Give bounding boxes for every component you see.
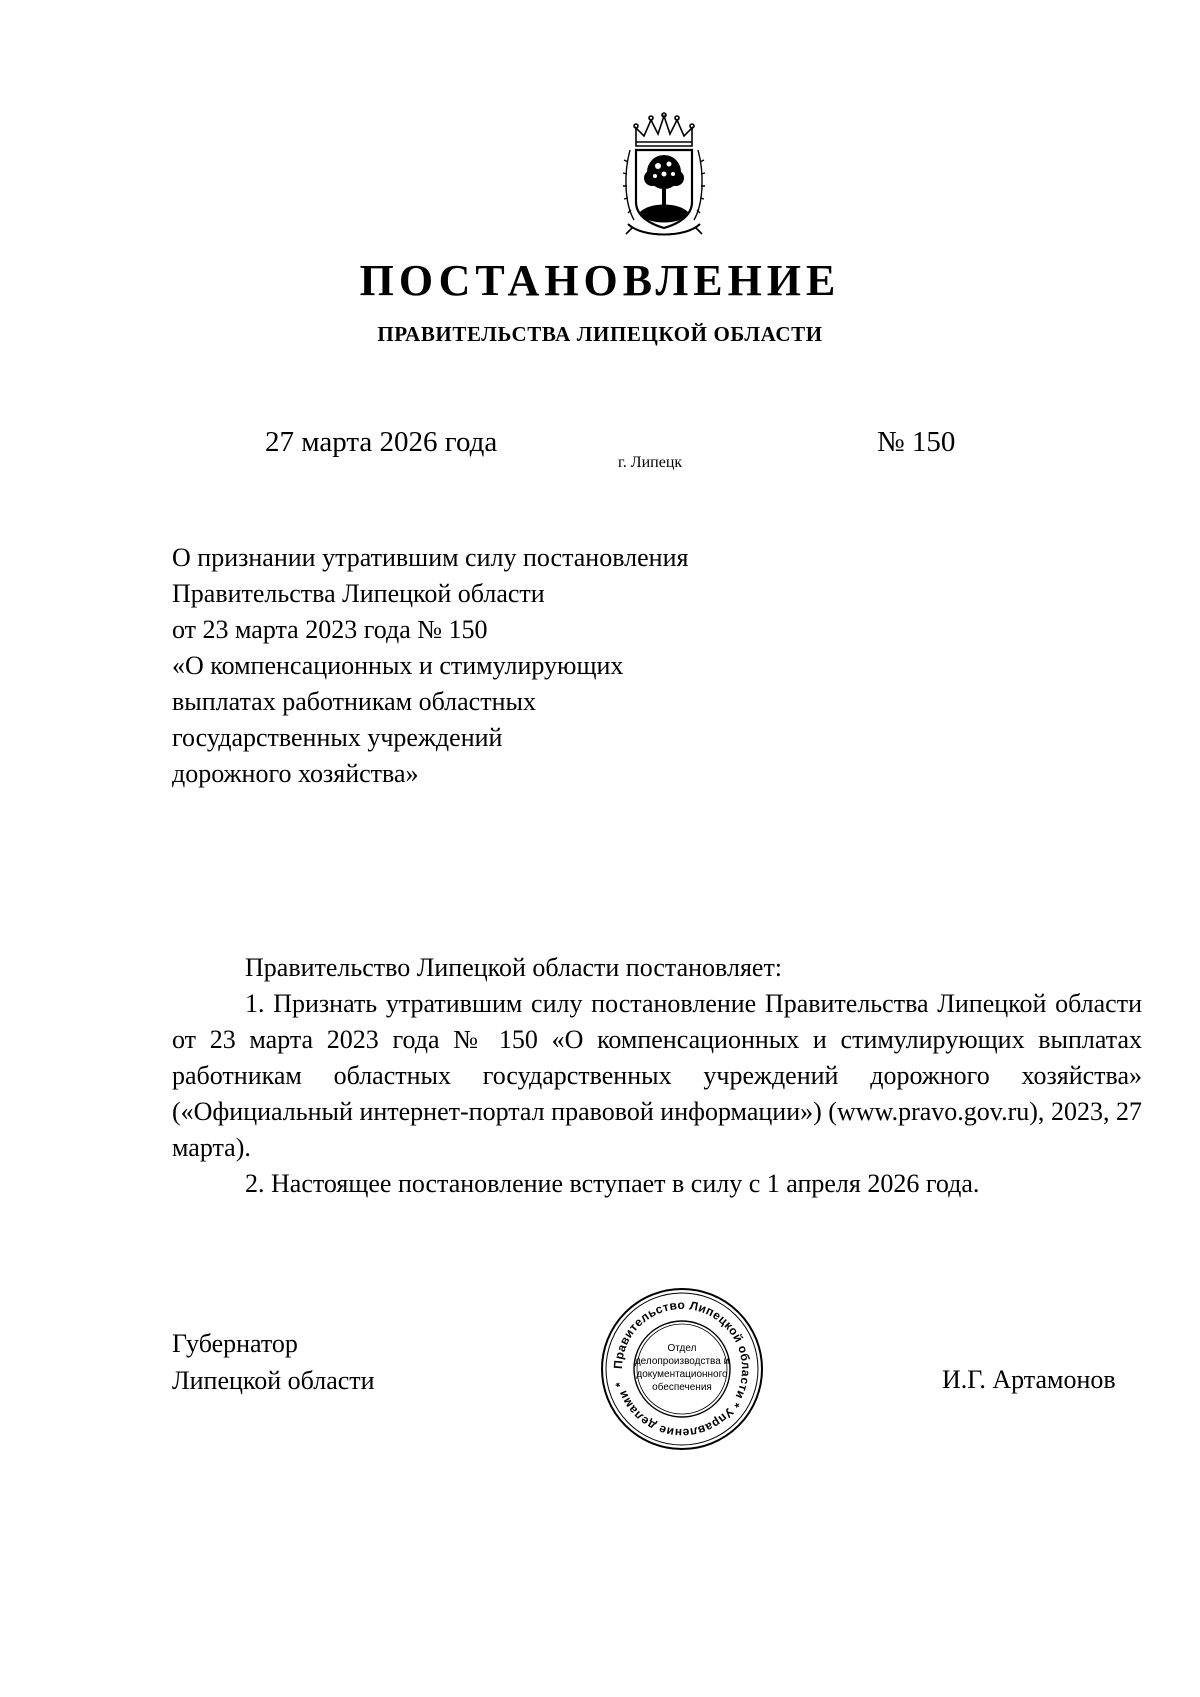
subject-line: Правительства Липецкой области: [172, 579, 545, 608]
seal-outer-text: Правительство Липецкой области * Управление делами *: [610, 1297, 754, 1441]
subject-line: «О компенсационных и стимулирующих: [172, 651, 624, 680]
document-title: ПОСТАНОВЛЕНИЕ: [359, 256, 841, 305]
signer-position: [172, 1325, 375, 1399]
subject-line: от 23 марта 2023 года № 150: [172, 615, 488, 644]
subject-line: дорожного хозяйства»: [172, 759, 419, 788]
subject-line: государственных учреждений: [172, 723, 503, 752]
subject-line: О признании утратившим силу постановления: [172, 543, 689, 572]
signer-name: И.Г. Артамонов: [942, 1365, 1116, 1394]
document-subtitle: ПРАВИТЕЛЬСТВА ЛИПЕЦКОЙ ОБЛАСТИ: [377, 322, 823, 346]
body-preamble: Правительство Липецкой области постановляет:: [245, 953, 783, 982]
document-date: 27 марта 2026 года: [265, 426, 498, 458]
seal-inner-line: делопроизводства и: [634, 1356, 730, 1367]
seal-inner-line: Отдел: [667, 1343, 697, 1354]
signer-position-line: Губернатор: [172, 1329, 298, 1358]
body-item-2: 2. Настоящее постановление вступает в силу с 1 апреля 2026 года.: [245, 1169, 980, 1198]
seal-inner-line: документационного: [636, 1369, 728, 1380]
document-city: г. Липецк: [618, 454, 683, 471]
document-body: [172, 950, 1142, 1202]
body-item-1: 1. Признать утратившим силу постановление Правительства Липецкой области от 23 марта 2023 года № 150 «О компенсационных и стимулирующих выплатах работникам областных государственных учреждений дорожного хозяйства» («Официальный интернет-портал правовой информации») (www.pravo.gov.ru), 2023, 27 марта).: [172, 989, 1142, 1162]
signer-position-line: Липецкой области: [172, 1366, 375, 1395]
coat-of-arms-icon: [622, 112, 706, 238]
seal-inner-line: обеспечения: [652, 1382, 712, 1393]
official-seal-icon: [598, 1285, 766, 1453]
document-subject: [172, 540, 792, 792]
document-number: № 150: [877, 426, 956, 458]
subject-line: выплатах работникам областных: [172, 687, 536, 716]
